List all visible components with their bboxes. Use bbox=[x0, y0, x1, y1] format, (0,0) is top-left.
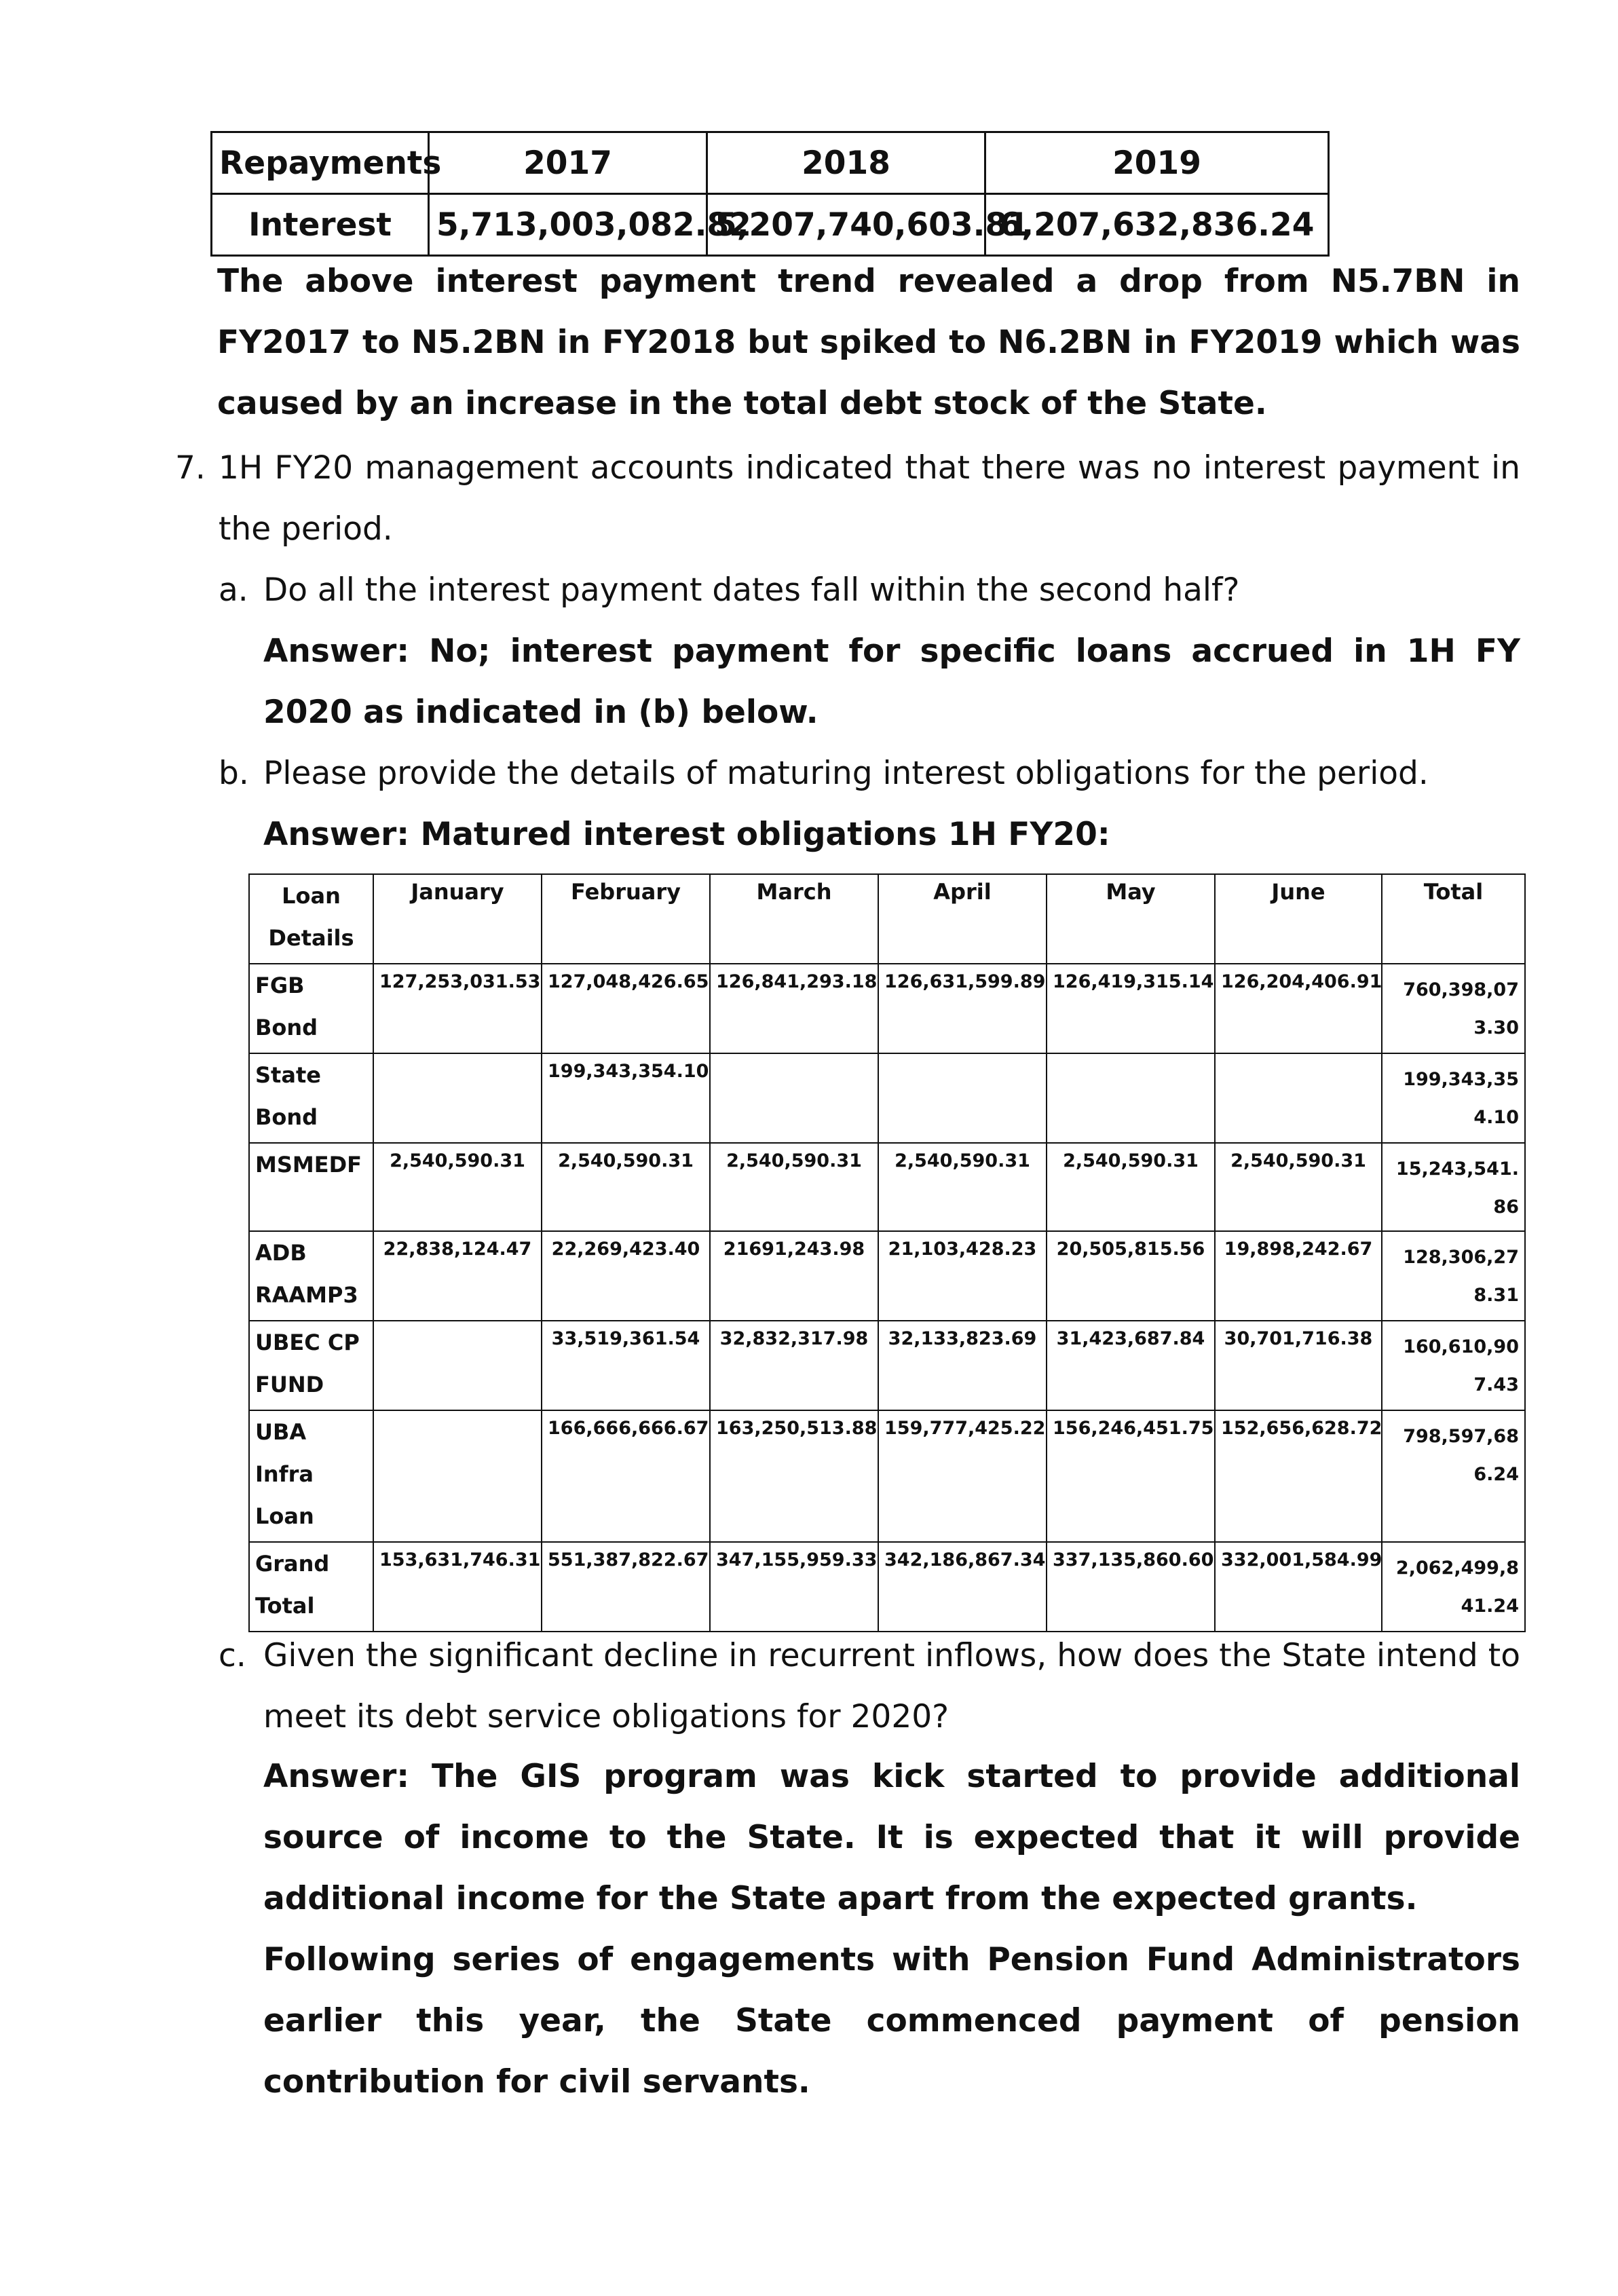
loan-label-cell: Grand Total bbox=[249, 1542, 373, 1632]
interest-obligations-table bbox=[248, 873, 1526, 1632]
monthly-amount-cell bbox=[373, 1053, 542, 1143]
loan-label-cell: FGB Bond bbox=[249, 964, 373, 1053]
item-a-letter: a. bbox=[219, 571, 248, 609]
item-7-text: 1H FY20 management accounts indicated that there was no interest payment in the period. bbox=[219, 449, 1520, 548]
interest-header-cell: March bbox=[710, 874, 878, 964]
item-c-answer: Answer: The GIS program was kick started to provide additional source of income to the State. It is expected that it will provide additional income for the State apart from the expected grants. bbox=[263, 1758, 1520, 1917]
monthly-amount-cell: 2,540,590.31 bbox=[710, 1143, 878, 1231]
monthly-amount-cell: 152,656,628.72 bbox=[1215, 1410, 1382, 1542]
monthly-amount-cell: 21,103,428.23 bbox=[878, 1231, 1047, 1321]
monthly-amount-cell: 342,186,867.34 bbox=[878, 1542, 1047, 1632]
item-b-question: Please provide the details of maturing interest obligations for the period. bbox=[263, 755, 1429, 792]
repayments-table bbox=[210, 131, 1330, 257]
monthly-amount-cell: 32,832,317.98 bbox=[710, 1321, 878, 1410]
table-row bbox=[249, 1542, 1525, 1632]
repayments-row-label: Interest bbox=[212, 194, 429, 256]
repayments-header-cell: Repayments bbox=[212, 132, 429, 194]
repayments-value-cell: 5,713,003,082.82 bbox=[429, 194, 707, 256]
trend-paragraph: The above interest payment trend revealed a drop from N5.7BN in FY2017 to N5.2BN in FY2018 but spiked to N6.2BN in FY2019 which was caused by an increase in the total debt stock of the State. bbox=[217, 263, 1520, 422]
monthly-amount-cell: 156,246,451.75 bbox=[1047, 1410, 1215, 1542]
monthly-amount-cell: 126,631,599.89 bbox=[878, 964, 1047, 1053]
loan-label-cell: ADB RAAMP3 bbox=[249, 1231, 373, 1321]
total-amount-cell: 199,343,354.10 bbox=[1382, 1053, 1525, 1143]
monthly-amount-cell: 126,419,315.14 bbox=[1047, 964, 1215, 1053]
loan-label-cell: UBA Infra Loan bbox=[249, 1410, 373, 1542]
monthly-amount-cell: 32,133,823.69 bbox=[878, 1321, 1047, 1410]
monthly-amount-cell: 22,838,124.47 bbox=[373, 1231, 542, 1321]
loan-label-cell: UBEC CP FUND bbox=[249, 1321, 373, 1410]
table-row bbox=[249, 1410, 1525, 1542]
item-b-letter: b. bbox=[219, 755, 249, 792]
total-amount-cell: 15,243,541.86 bbox=[1382, 1143, 1525, 1231]
table-row bbox=[249, 964, 1525, 1053]
total-amount-cell: 798,597,686.24 bbox=[1382, 1410, 1525, 1542]
monthly-amount-cell bbox=[710, 1053, 878, 1143]
table-row bbox=[249, 1321, 1525, 1410]
interest-header-row bbox=[249, 874, 1525, 964]
monthly-amount-cell: 2,540,590.31 bbox=[542, 1143, 710, 1231]
repayments-value-cell: 6,207,632,836.24 bbox=[985, 194, 1329, 256]
monthly-amount-cell: 2,540,590.31 bbox=[878, 1143, 1047, 1231]
total-amount-cell: 128,306,278.31 bbox=[1382, 1231, 1525, 1321]
item-c-letter: c. bbox=[219, 1637, 246, 1674]
monthly-amount-cell: 127,253,031.53 bbox=[373, 964, 542, 1053]
item-a-answer: Answer: No; interest payment for specific loans accrued in 1H FY 2020 as indicated in (b) below. bbox=[263, 633, 1520, 731]
repayments-interest-row bbox=[212, 194, 1329, 256]
monthly-amount-cell: 126,841,293.18 bbox=[710, 964, 878, 1053]
table-row bbox=[249, 1143, 1525, 1231]
monthly-amount-cell: 166,666,666.67 bbox=[542, 1410, 710, 1542]
repayments-header-row bbox=[212, 132, 1329, 194]
interest-table-body bbox=[249, 964, 1525, 1632]
monthly-amount-cell: 153,631,746.31 bbox=[373, 1542, 542, 1632]
monthly-amount-cell: 347,155,959.33 bbox=[710, 1542, 878, 1632]
interest-header-cell: June bbox=[1215, 874, 1382, 964]
interest-header-cell: April bbox=[878, 874, 1047, 964]
monthly-amount-cell bbox=[373, 1321, 542, 1410]
monthly-amount-cell: 33,519,361.54 bbox=[542, 1321, 710, 1410]
monthly-amount-cell: 126,204,406.91 bbox=[1215, 964, 1382, 1053]
monthly-amount-cell: 159,777,425.22 bbox=[878, 1410, 1047, 1542]
repayments-header-cell: 2019 bbox=[985, 132, 1329, 194]
monthly-amount-cell: 337,135,860.60 bbox=[1047, 1542, 1215, 1632]
interest-header-cell: January bbox=[373, 874, 542, 964]
table-row bbox=[249, 1053, 1525, 1143]
monthly-amount-cell: 163,250,513.88 bbox=[710, 1410, 878, 1542]
monthly-amount-cell: 551,387,822.67 bbox=[542, 1542, 710, 1632]
item-7-number: 7. bbox=[175, 449, 206, 487]
item-a-question: Do all the interest payment dates fall within the second half? bbox=[263, 571, 1240, 609]
item-c-pension-paragraph: Following series of engagements with Pension Fund Administrators earlier this year, the State commenced payment of pension contribution for civil servants. bbox=[263, 1941, 1520, 2101]
interest-header-cell: Loan Details bbox=[249, 874, 373, 964]
monthly-amount-cell: 2,540,590.31 bbox=[1047, 1143, 1215, 1231]
monthly-amount-cell: 127,048,426.65 bbox=[542, 964, 710, 1053]
monthly-amount-cell bbox=[878, 1053, 1047, 1143]
monthly-amount-cell: 199,343,354.10 bbox=[542, 1053, 710, 1143]
total-amount-cell: 160,610,907.43 bbox=[1382, 1321, 1525, 1410]
monthly-amount-cell bbox=[1047, 1053, 1215, 1143]
monthly-amount-cell: 22,269,423.40 bbox=[542, 1231, 710, 1321]
monthly-amount-cell: 21691,243.98 bbox=[710, 1231, 878, 1321]
table-row bbox=[249, 1231, 1525, 1321]
item-b-answer-heading: Answer: Matured interest obligations 1H FY20: bbox=[263, 816, 1110, 853]
monthly-amount-cell: 31,423,687.84 bbox=[1047, 1321, 1215, 1410]
repayments-header-cell: 2018 bbox=[707, 132, 985, 194]
total-amount-cell: 2,062,499,841.24 bbox=[1382, 1542, 1525, 1632]
monthly-amount-cell bbox=[1215, 1053, 1382, 1143]
monthly-amount-cell bbox=[373, 1410, 542, 1542]
monthly-amount-cell: 2,540,590.31 bbox=[1215, 1143, 1382, 1231]
monthly-amount-cell: 2,540,590.31 bbox=[373, 1143, 542, 1231]
monthly-amount-cell: 20,505,815.56 bbox=[1047, 1231, 1215, 1321]
interest-header-cell: May bbox=[1047, 874, 1215, 964]
loan-label-cell: MSMEDF bbox=[249, 1143, 373, 1231]
loan-label-cell: State Bond bbox=[249, 1053, 373, 1143]
monthly-amount-cell: 19,898,242.67 bbox=[1215, 1231, 1382, 1321]
repayments-value-cell: 5,207,740,603.81 bbox=[707, 194, 985, 256]
monthly-amount-cell: 30,701,716.38 bbox=[1215, 1321, 1382, 1410]
monthly-amount-cell: 332,001,584.99 bbox=[1215, 1542, 1382, 1632]
interest-header-cell: Total bbox=[1382, 874, 1525, 964]
total-amount-cell: 760,398,073.30 bbox=[1382, 964, 1525, 1053]
repayments-header-cell: 2017 bbox=[429, 132, 707, 194]
interest-header-cell: February bbox=[542, 874, 710, 964]
item-c-question: Given the significant decline in recurrent inflows, how does the State intend to meet its debt service obligations for 2020? bbox=[263, 1637, 1520, 1735]
